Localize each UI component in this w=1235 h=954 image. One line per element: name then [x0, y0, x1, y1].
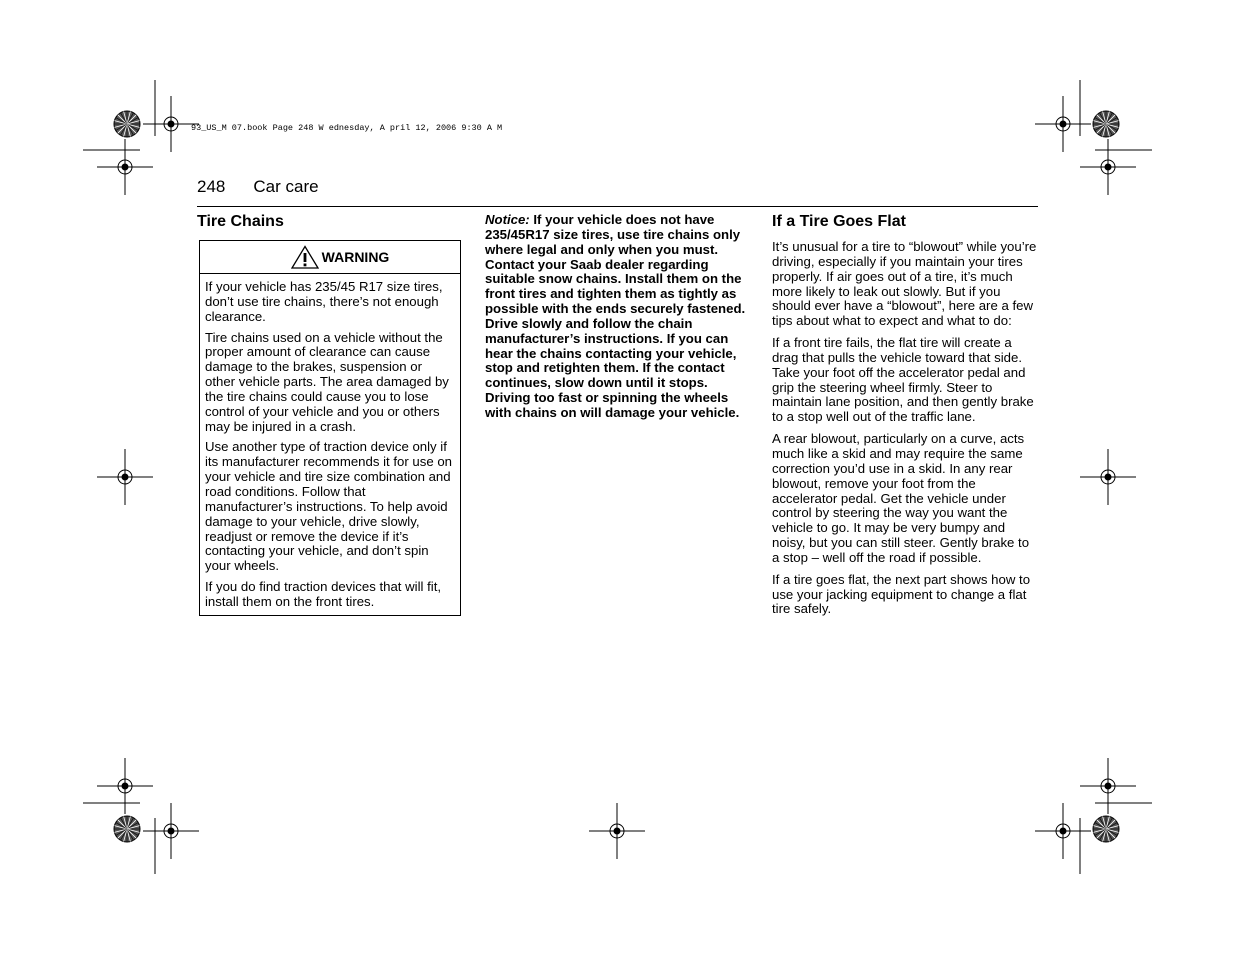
- flat-tire-paragraph: If a tire goes flat, the next part shows how to use your jacking equipment to change a flat tire safely.: [772, 571, 1031, 617]
- flat-tire-paragraph: If a front tire fails, the flat tire will create a drag that pulls the vehicle toward that side. Take your foot off the accelerator pedal and grip the steering wheel firmly. Steer to maintain lane position, and then gently brake to a stop well out of the traffic lane.: [772, 335, 1034, 425]
- print-slug: 93_US_M 07.book Page 248 W ednesday, A pril 12, 2006 9:30 A M: [191, 123, 503, 133]
- registration-crosshair-icon: [97, 139, 153, 195]
- flat-tire-paragraph: A rear blowout, particularly on a curve, acts much like a skid and may require the same correction you’d use in a skid. In any rear blowout, remove your foot from the accelerator pedal. Get the vehicle under control by steering the way you want the vehicle to go. It may be very bumpy and noisy, but you can still steer. Gently brake to a stop – well off the road if possible.: [772, 431, 1030, 565]
- header-rule: [197, 206, 1038, 207]
- flat-tire-column: [772, 212, 1038, 624]
- registration-sunburst-icon: [1093, 111, 1119, 137]
- warning-paragraph: Use another type of traction device only if its manufacturer recommends it for use on your vehicle and tire size combination and road conditions. Follow that manufacturer’s instructions. To help avoid damage to your vehicle, drive slowly, readjust or remove the device if it’s contacting your vehicle, and don’t spin your wheels.: [205, 439, 453, 574]
- flat-tire-paragraph: It’s unusual for a tire to “blowout” while you’re driving, especially if you maintain your tires properly. If air goes out of a tire, it’s much more likely to leak out slowly. But if you should ever have a “blowout”, here are a few tips about what to expect and what to do:: [772, 239, 1037, 329]
- registration-sunburst-icon: [1093, 816, 1119, 842]
- warning-header: [200, 241, 460, 274]
- registration-crosshair-icon: [1080, 758, 1136, 814]
- registration-sunburst-icon: [114, 816, 140, 842]
- tire-chains-heading: Tire Chains: [197, 213, 284, 230]
- registration-crosshair-icon: [97, 758, 153, 814]
- registration-crosshair-icon: [97, 449, 153, 505]
- registration-crosshair-icon: [1080, 139, 1136, 195]
- warning-triangle-icon: [291, 245, 319, 269]
- page-header: [197, 177, 319, 197]
- warning-box: [199, 240, 461, 616]
- notice-label: Notice:: [485, 212, 530, 227]
- tire-chains-column: [197, 212, 461, 616]
- registration-crosshair-icon: [1035, 96, 1091, 152]
- warning-paragraph: If your vehicle has 235/45 R17 size tires, don’t use tire chains, there’s not enough clearance.: [205, 279, 443, 324]
- registration-sunburst-icon: [114, 111, 140, 137]
- warning-paragraph: If you do find traction devices that will fit, install them on the front tires.: [205, 579, 442, 609]
- registration-crosshair-icon: [1035, 803, 1091, 859]
- notice-column: [485, 213, 751, 421]
- notice-text: If your vehicle does not have 235/45R17 size tires, use tire chains only where legal and only when you must. Contact your Saab dealer regarding suitable snow chains. Install them on the front tires and tighten them as tightly as possible with the ends securely fastened. Drive slowly and follow the chain manufacturer’s instructions. If you can hear the chains contacting your vehicle, stop and retighten them. If the contact continues, slow down until it stops. Driving too fast or spinning the wheels with chains on will damage your vehicle.: [485, 212, 746, 420]
- registration-crosshair-icon: [143, 803, 199, 859]
- registration-crosshair-icon: [589, 803, 645, 859]
- page-number: 248: [197, 177, 226, 196]
- warning-label: WARNING: [321, 248, 390, 265]
- warning-body: [200, 274, 460, 615]
- notice-paragraph: [485, 213, 751, 421]
- warning-paragraph: Tire chains used on a vehicle without the proper amount of clearance can cause damage to the brakes, suspension or other vehicle parts. The area damaged by the tire chains could cause you to lose control of your vehicle and you or others may be injured in a crash.: [205, 329, 449, 434]
- section-title: Car care: [253, 177, 319, 196]
- flat-tire-heading: If a Tire Goes Flat: [772, 213, 906, 230]
- registration-crosshair-icon: [1080, 449, 1136, 505]
